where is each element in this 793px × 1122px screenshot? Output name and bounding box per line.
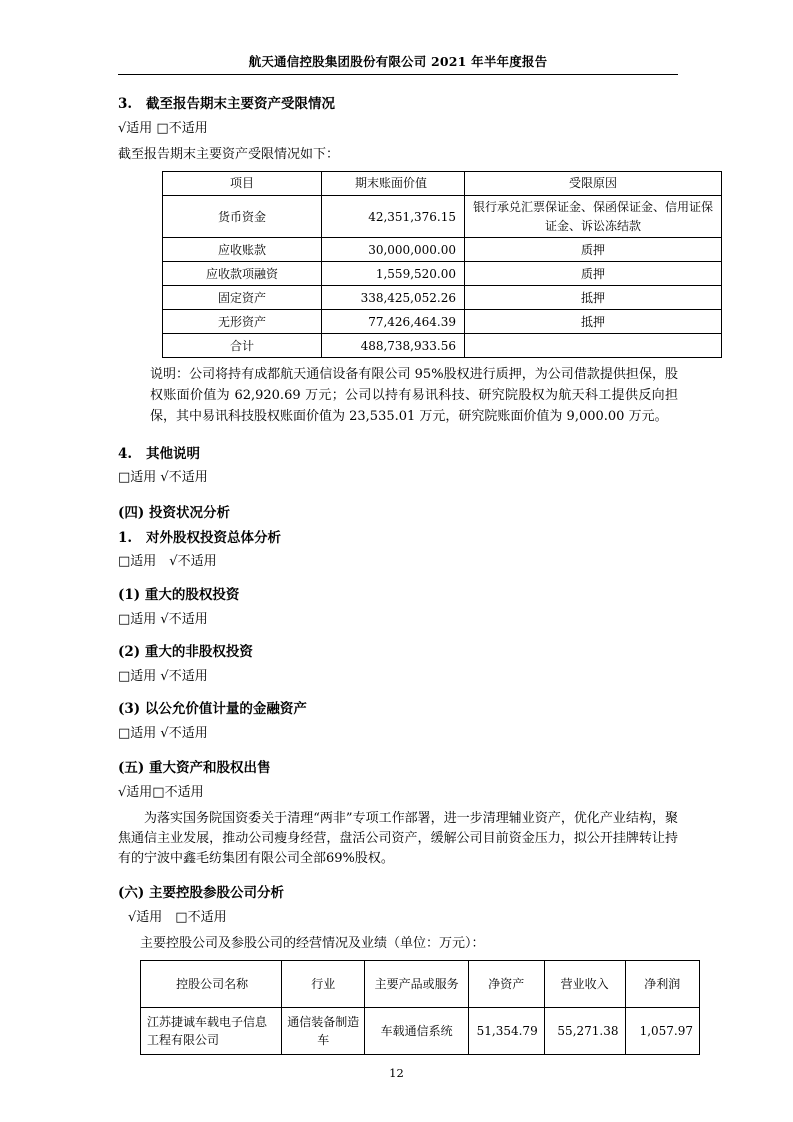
section-four-item1-heading: (1) 重大的股权投资 — [118, 586, 240, 603]
column-header-net-assets: 净资产 — [468, 961, 544, 1008]
cell-net-profit: 1,057.97 — [625, 1008, 700, 1055]
column-header-company-name: 控股公司名称 — [141, 961, 282, 1008]
page-header: 航天通信控股集团股份有限公司 2021 年半年度报告 — [248, 54, 548, 69]
cell-revenue: 55,271.38 — [544, 1008, 625, 1055]
table-row — [163, 334, 722, 358]
table-row — [141, 1008, 700, 1055]
cell-value: 338,425,052.26 — [322, 286, 465, 310]
column-header-product: 主要产品或服务 — [365, 961, 468, 1008]
cell-item: 应收账款 — [163, 238, 322, 262]
cell-industry: 通信装备制造车 — [282, 1008, 365, 1055]
cell-company-name: 江苏捷诚车载电子信息工程有限公司 — [141, 1008, 282, 1055]
cell-net-assets: 51,354.79 — [468, 1008, 544, 1055]
header-divider — [118, 74, 678, 75]
section-five-heading: (五) 重大资产和股权出售 — [118, 759, 271, 776]
section-five-applicability: √适用□不适用 — [118, 784, 204, 800]
cell-reason: 抵押 — [465, 310, 722, 334]
cell-value: 77,426,464.39 — [322, 310, 465, 334]
cell-value: 42,351,376.15 — [322, 196, 465, 238]
table-row — [163, 310, 722, 334]
table-row — [163, 286, 722, 310]
cell-reason — [465, 334, 722, 358]
table-row — [163, 238, 722, 262]
cell-reason: 银行承兑汇票保证金、保函保证金、信用证保证金、诉讼冻结款 — [465, 196, 722, 238]
section-four-sub1-index: 1. — [118, 529, 133, 546]
restricted-assets-note-text: 说明：公司将持有成都航天通信设备有限公司 95%股权进行质押，为公司借款提供担保，股权账面价值为 62,920.69 万元；公司以持有易讯科技、研究院股权为航天科工提供反向担保，其中易讯科技股权账面价值为 23,535.01 万元，研究院账面价值为 9,000.00 万元。 — [150, 367, 678, 425]
cell-item: 货币资金 — [163, 196, 322, 238]
section-4-index: 4. — [118, 445, 133, 462]
cell-product: 车载通信系统 — [365, 1008, 468, 1055]
cell-item: 应收款项融资 — [163, 262, 322, 286]
section-four-item3-heading: (3) 以公允价值计量的金融资产 — [118, 700, 307, 717]
section-3-lead: 截至报告期末主要资产受限情况如下： — [118, 147, 340, 163]
cell-reason: 质押 — [465, 262, 722, 286]
column-header-value: 期末账面价值 — [322, 172, 465, 196]
cell-item: 合计 — [163, 334, 322, 358]
section-four-item2-heading: (2) 重大的非股权投资 — [118, 643, 253, 660]
section-six-heading: (六) 主要控股参股公司分析 — [118, 885, 284, 902]
cell-value: 488,738,933.56 — [322, 334, 465, 358]
section-four-heading: (四) 投资状况分析 — [118, 504, 230, 521]
section-4-heading — [118, 444, 678, 465]
section-4-applicability: □适用 √不适用 — [118, 470, 208, 486]
section-4-title: 其他说明 — [146, 445, 200, 462]
column-header-reason: 受限原因 — [465, 172, 722, 196]
table-header-row — [163, 172, 722, 196]
section-3-applicability: √适用 □不适用 — [118, 120, 208, 136]
column-header-net-profit: 净利润 — [625, 961, 700, 1008]
cell-value: 30,000,000.00 — [322, 238, 465, 262]
page-number: 12 — [389, 1066, 404, 1080]
subsidiaries-table — [140, 960, 700, 1055]
cell-value: 1,559,520.00 — [322, 262, 465, 286]
restricted-assets-table — [162, 171, 722, 358]
table-header-row — [141, 961, 700, 1008]
section-four-sub1-applicability: □适用 √不适用 — [118, 554, 217, 570]
cell-reason: 抵押 — [465, 286, 722, 310]
column-header-industry: 行业 — [282, 961, 365, 1008]
section-six-lead: 主要控股公司及参股公司的经营情况及业绩（单位：万元）： — [140, 936, 485, 952]
page-content — [118, 92, 713, 1055]
cell-item: 无形资产 — [163, 310, 322, 334]
restricted-assets-note — [118, 364, 678, 427]
section-3-index: 3. — [118, 96, 133, 112]
section-four-item3-applicability: □适用 √不适用 — [118, 725, 208, 741]
table-row — [163, 196, 722, 238]
section-five-paragraph: 为落实国务院国资委关于清理“两非”专项工作部署，进一步清理辅业资产，优化产业结构，聚焦通信主业发展，推动公司瘦身经营，盘活公司资产，缓解公司目前资金压力，拟公开挂牌转让持有的宁波中鑫毛纺集团有限公司全部69%股权。 — [118, 810, 678, 867]
section-four-sub1-heading — [118, 528, 678, 549]
section-3-title: 截至报告期末主要资产受限情况 — [146, 96, 335, 112]
section-four-item1-applicability: □适用 √不适用 — [118, 611, 208, 627]
column-header-revenue: 营业收入 — [544, 961, 625, 1008]
section-four-sub1-title: 对外股权投资总体分析 — [146, 529, 281, 546]
section-3-heading — [118, 94, 678, 115]
cell-item: 固定资产 — [163, 286, 322, 310]
section-four-item2-applicability: □适用 √不适用 — [118, 668, 208, 684]
cell-reason: 质押 — [465, 238, 722, 262]
table-row — [163, 262, 722, 286]
section-six-applicability: √适用 □不适用 — [128, 910, 227, 926]
column-header-item: 项目 — [163, 172, 322, 196]
